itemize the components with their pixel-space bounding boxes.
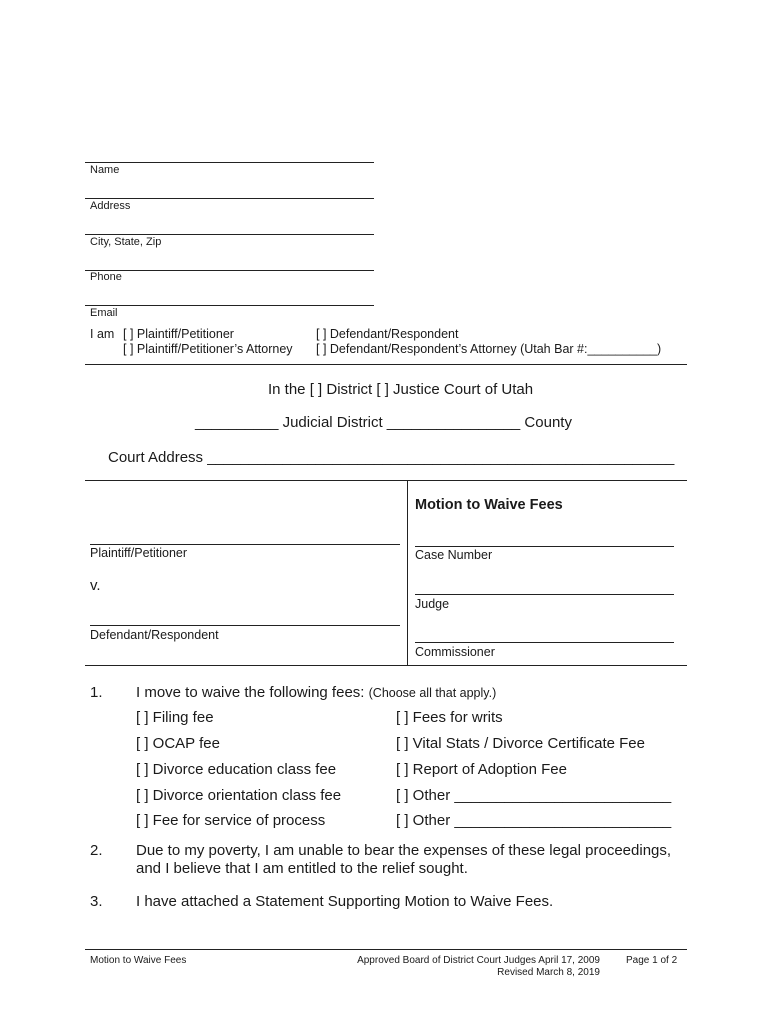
item-3-text: I have attached a Statement Supporting Motion to Waive Fees.: [136, 893, 554, 910]
item-2-number: 2.: [90, 842, 103, 859]
court-address-line: Court Address ________________________________________________________: [108, 449, 675, 466]
email-label: Email: [90, 307, 118, 319]
item-1-text: [136, 684, 496, 701]
name-line[interactable]: [85, 162, 374, 163]
commissioner-label: Commissioner: [415, 645, 495, 659]
address-line[interactable]: [85, 198, 374, 199]
judge-line[interactable]: [415, 594, 674, 595]
fee-divorce-orientation[interactable]: [ ] Divorce orientation class fee: [136, 787, 342, 804]
header-divider: [85, 364, 687, 365]
district-county-line: __________ Judicial District ________________ County: [195, 414, 572, 431]
footer-approval-line-1: Approved Board of District Court Judges April 17, 2009: [357, 955, 600, 966]
item-2-line-2: and I believe that I am entitled to the relief sought.: [136, 860, 468, 877]
item-3-number: 3.: [90, 893, 103, 910]
phone-label: Phone: [90, 271, 122, 283]
item-1-number: 1.: [90, 684, 103, 701]
plaintiff-line[interactable]: [90, 544, 400, 545]
phone-line[interactable]: [85, 270, 374, 271]
option-defendant[interactable]: [ ] Defendant/Respondent: [316, 327, 459, 341]
caption-divider: [407, 480, 408, 665]
footer-form-name: Motion to Waive Fees: [90, 955, 187, 966]
fee-writs[interactable]: [ ] Fees for writs: [396, 709, 503, 726]
plaintiff-label: Plaintiff/Petitioner: [90, 546, 188, 560]
item-1-note: (Choose all that apply.): [368, 686, 497, 700]
email-line[interactable]: [85, 305, 374, 306]
i-am-label: I am: [90, 327, 115, 341]
city-state-zip-line[interactable]: [85, 234, 374, 235]
name-label: Name: [90, 164, 120, 176]
versus-label: v.: [90, 577, 101, 594]
fee-service-of-process[interactable]: [ ] Fee for service of process: [136, 812, 326, 829]
footer-page-number: Page 1 of 2: [626, 955, 678, 966]
city-state-zip-label: City, State, Zip: [90, 236, 162, 248]
caption-top-border: [85, 480, 687, 481]
footer-approval-line-2: Revised March 8, 2019: [497, 967, 600, 978]
item-2-line-1: Due to my poverty, I am unable to bear the expenses of these legal proceedings,: [136, 842, 672, 859]
fee-report-of-adoption[interactable]: [ ] Report of Adoption Fee: [396, 761, 567, 778]
court-line: In the [ ] District [ ] Justice Court of Utah: [268, 381, 534, 398]
option-plaintiff-attorney[interactable]: [ ] Plaintiff/Petitioner’s Attorney: [123, 342, 293, 356]
defendant-line[interactable]: [90, 625, 400, 626]
fee-ocap[interactable]: [ ] OCAP fee: [136, 735, 220, 752]
fee-other-1[interactable]: [ ] Other __________________________: [396, 787, 672, 804]
document-title: Motion to Waive Fees: [415, 497, 563, 513]
address-label: Address: [90, 200, 131, 212]
case-number-line[interactable]: [415, 546, 674, 547]
fee-divorce-education[interactable]: [ ] Divorce education class fee: [136, 761, 337, 778]
footer-divider: [85, 949, 687, 950]
item-1-statement: I move to waive the following fees:: [136, 684, 365, 701]
defendant-label: Defendant/Respondent: [90, 628, 219, 642]
caption-bottom-border: [85, 665, 687, 666]
footer-approval: [300, 955, 600, 979]
commissioner-line[interactable]: [415, 642, 674, 643]
judge-label: Judge: [415, 597, 450, 611]
option-plaintiff[interactable]: [ ] Plaintiff/Petitioner: [123, 327, 234, 341]
option-defendant-attorney[interactable]: [ ] Defendant/Respondent’s Attorney (Utah Bar #:__________): [316, 342, 662, 356]
case-number-label: Case Number: [415, 548, 493, 562]
fee-other-2[interactable]: [ ] Other __________________________: [396, 812, 672, 829]
fee-vital-stats[interactable]: [ ] Vital Stats / Divorce Certificate Fee: [396, 735, 645, 752]
fee-filing[interactable]: [ ] Filing fee: [136, 709, 214, 726]
